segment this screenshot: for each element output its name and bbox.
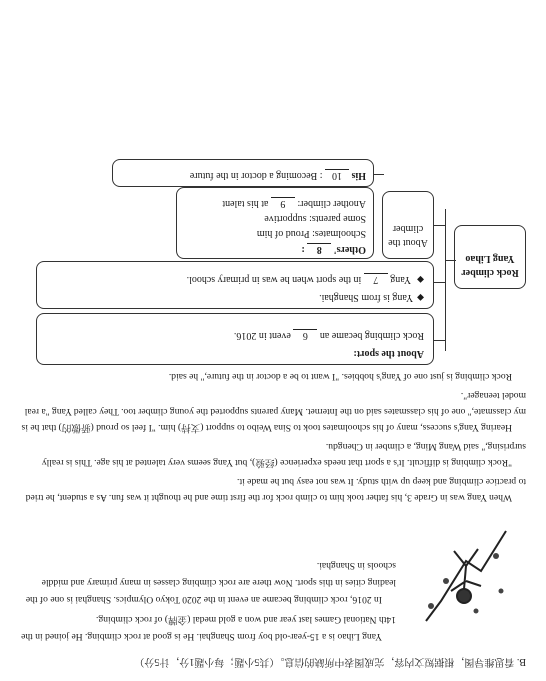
others-climber-after: at his talent — [222, 198, 269, 209]
sport-connector — [434, 340, 446, 341]
climber-fact-1: ◆ Yang is from Shanghai. — [319, 292, 424, 303]
blank-7[interactable]: 7 — [364, 273, 388, 285]
blank-6[interactable]: 6 — [293, 329, 317, 341]
passage-top — [18, 554, 396, 645]
others-suffix: : — [301, 244, 305, 255]
section-heading: B. 看思维导图，根据短文内容，完成图表中所缺的信息。（共5小题；每小题1分，计5分） — [134, 656, 526, 667]
his-line — [190, 169, 366, 181]
passage-paragraph-4: "Rock climbing is difficult. It's a sport that needs experience (经验), but Yang seems very talented at his age. This is really surprising," said Wang Ming, a climber in Chengdu. — [41, 441, 526, 468]
about-climber-connector — [434, 225, 446, 226]
passage-paragraph-1: Yang Lihao is a 15-year-old boy from Shanghai. He is good at rock climbing. He joined in the 14th National Games last year and won a gold medal (金牌) of rock climbing. — [21, 614, 396, 642]
blank-10[interactable]: 10 — [325, 169, 349, 181]
passage-bottom — [20, 365, 526, 505]
passage-paragraph-5: Hearing Yang's success, many of his schoolmates took to Sina Weibo to support (支持) him. "I feel so proud (骄傲的) that he is my classmate," one of his classmates said on the Internet. Many parents supported the young climber too. They called Yang "a real model teenager". — [21, 390, 526, 433]
his-connector — [374, 174, 384, 175]
main-bracket — [445, 209, 446, 351]
others-climber — [222, 197, 366, 209]
passage-paragraph-3: When Yang was in Grade 3, his father took him to climb rock for the first time and he thought it was fun. As a student, he tried to practice climbing and keep up with study. It was not easy but he made it. — [25, 476, 526, 503]
his-after: : Becoming a doctor in the future — [189, 170, 323, 181]
sport-title: About the sport: — [353, 348, 424, 359]
his-label: His — [351, 170, 366, 181]
sport-line-before: Rock climbing became an — [319, 330, 424, 341]
root-connector — [446, 260, 456, 261]
passage-paragraph-2: In 2016, rock climbing became an event in the 2020 Tokyo Olympics. Shanghai is one of the leading cities in this sport. Now there are rock climbing classes in many primary and middle schools in Shanghai. — [25, 560, 396, 605]
blank-8[interactable]: 8 — [307, 243, 331, 255]
others-label: Others' — [333, 244, 366, 255]
others-climber-before: Another climber: — [297, 198, 366, 209]
climber-fact-2-after: in the sport when he was in primary school. — [186, 274, 362, 285]
climber-info-connector — [434, 282, 446, 283]
passage-paragraph-6: Rock climbing is just one of Yang's hobbies. "I want to be a doctor in the future," he said. — [168, 371, 512, 382]
others-parents: Some parents: supportive — [264, 213, 366, 224]
climber-fact-2 — [187, 273, 424, 285]
climber-fact-2-before: Yang — [390, 274, 411, 285]
sport-line — [234, 329, 424, 341]
root-label: Rock climber Yang Lihao — [461, 253, 519, 278]
others-line — [301, 243, 366, 255]
about-climber-label: About the climber — [388, 223, 428, 248]
sport-line-after: event in 2016. — [233, 330, 291, 341]
climber-illustration — [406, 521, 526, 641]
others-schoolmates: Schoolmates: Proud of him — [256, 228, 366, 239]
blank-9[interactable]: 9 — [271, 197, 295, 209]
